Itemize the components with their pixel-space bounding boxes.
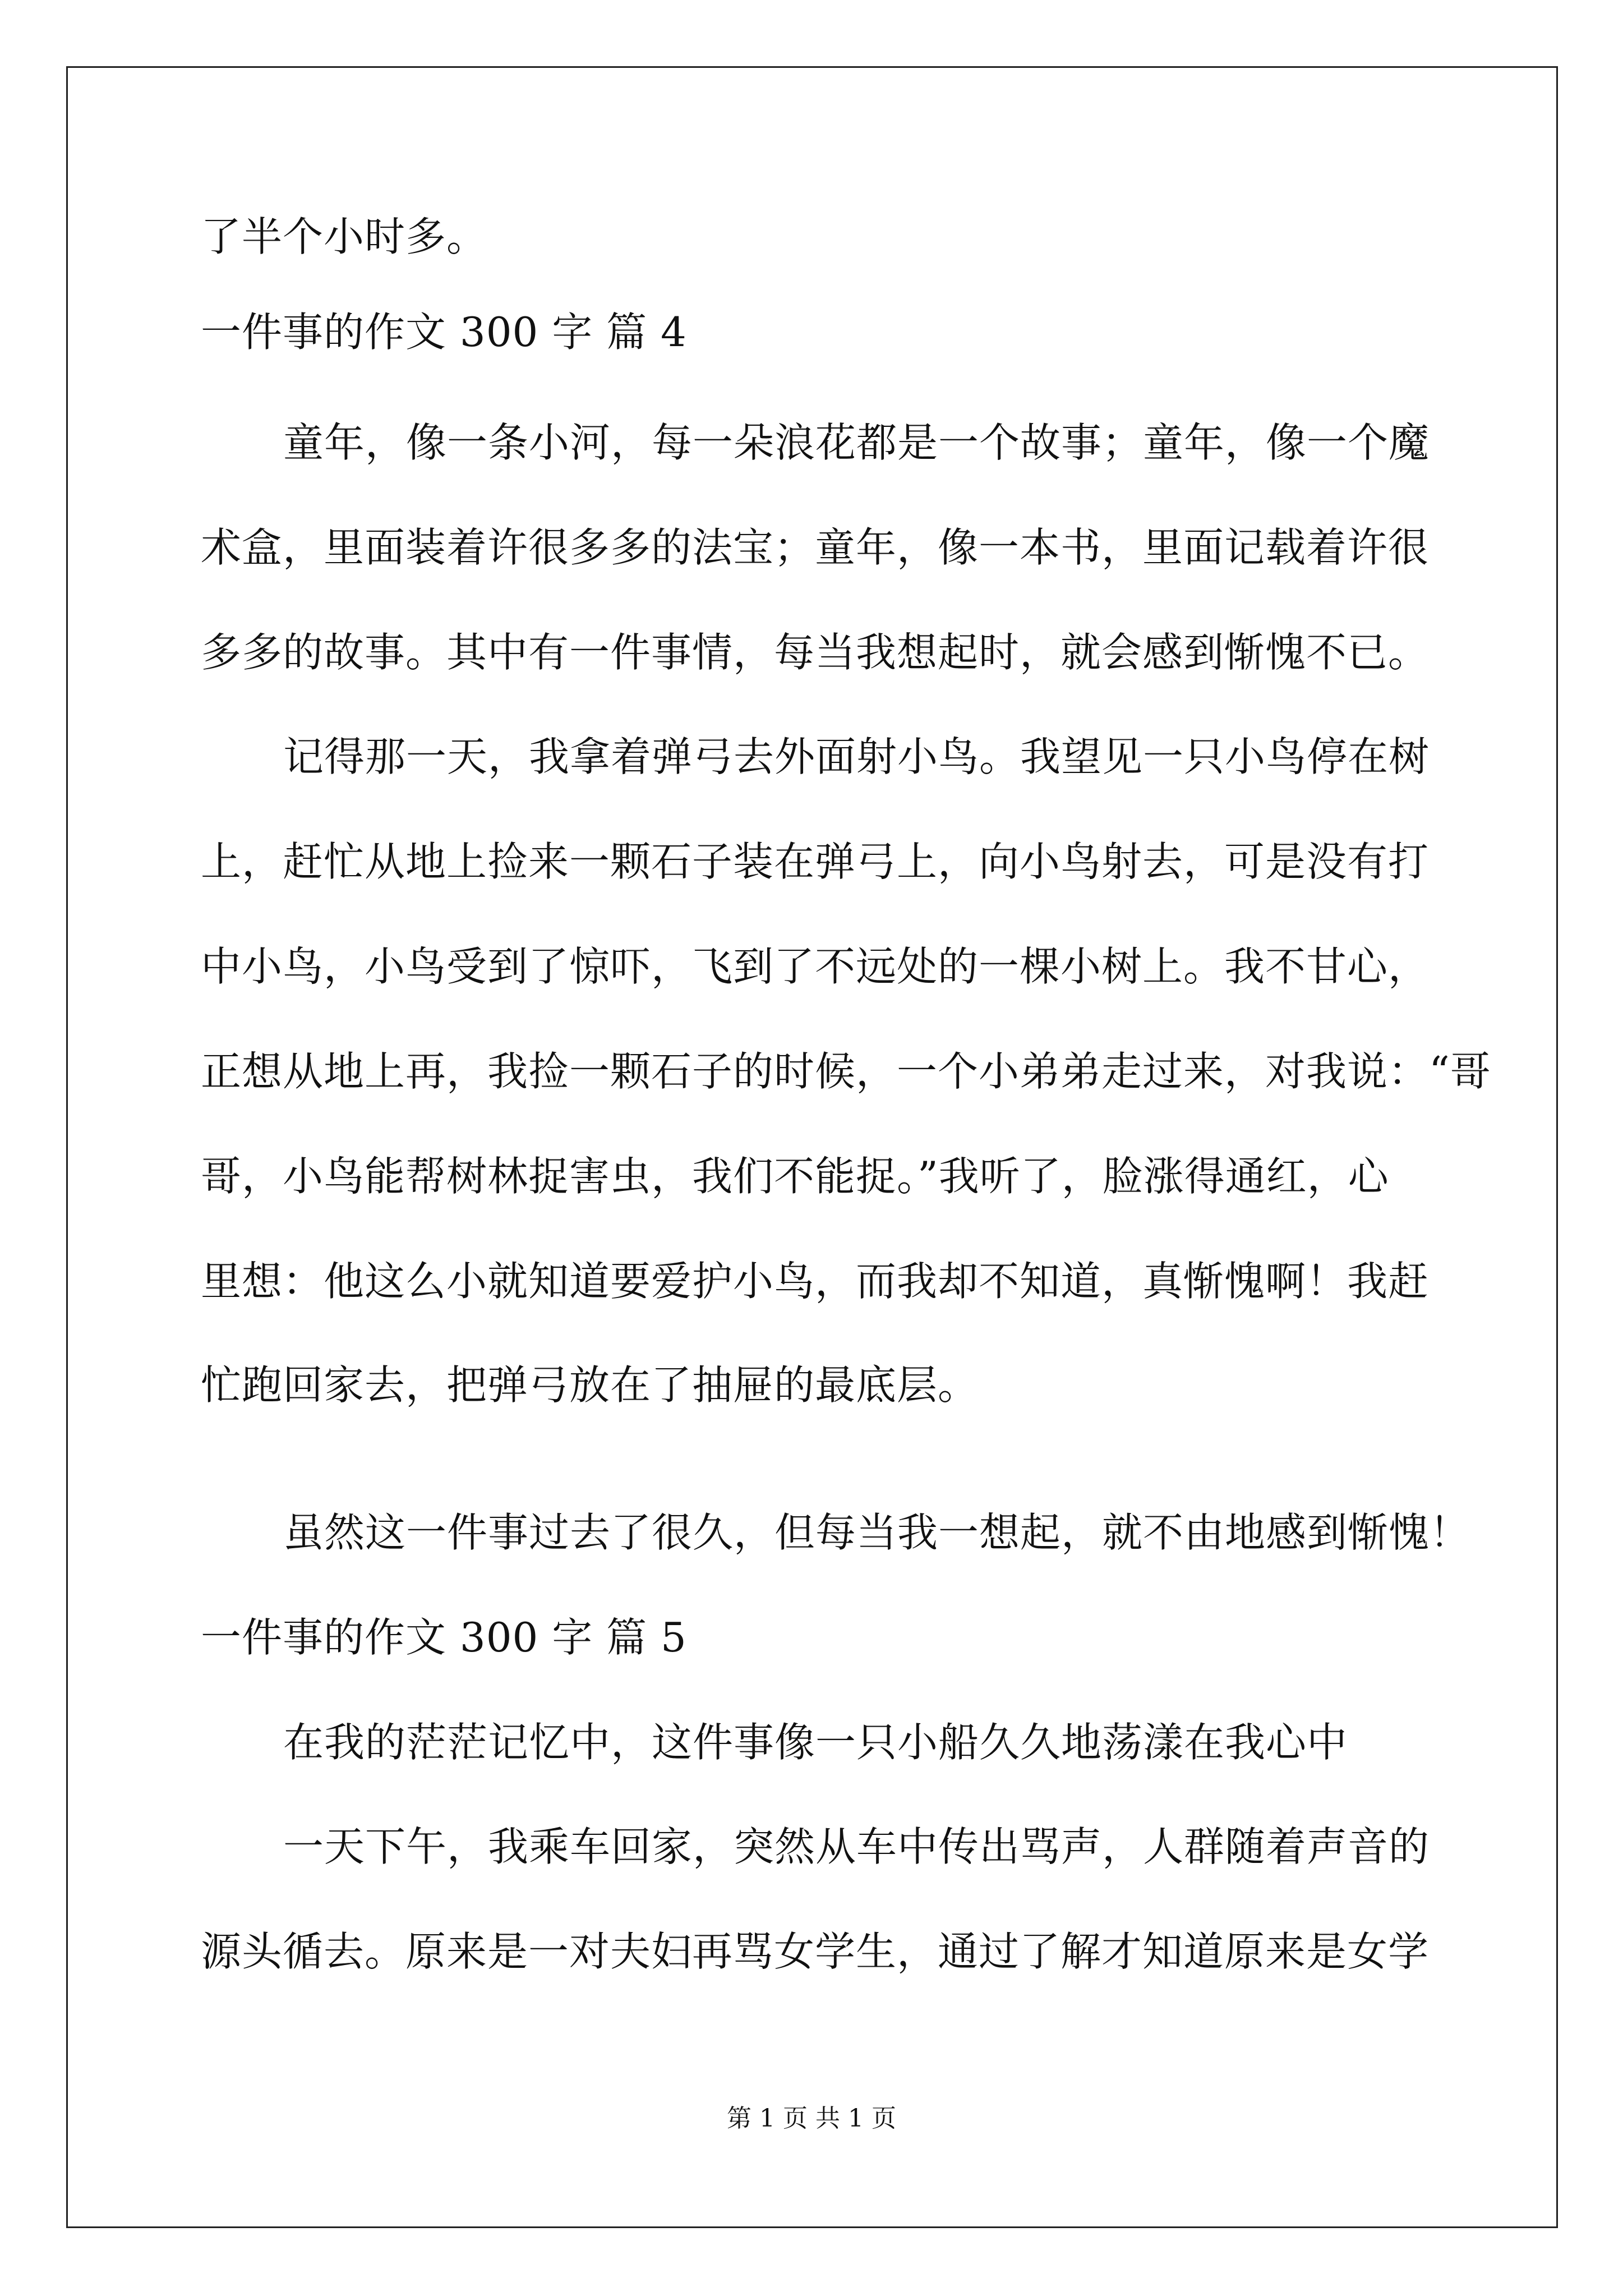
text-line: 虽然这一件事过去了很久，但每当我一想起，就不由地感到惭愧！ — [283, 1509, 1471, 1556]
text-line: 正想从地上再，我捡一颗石子的时候，一个小弟弟走过来，对我说：“哥 — [201, 1048, 1491, 1095]
text-line: 中小鸟，小鸟受到了惊吓，飞到了不远处的一棵小树上。我不甘心， — [201, 943, 1430, 990]
text-line: 了半个小时多。 — [201, 213, 488, 260]
text-line: 源头循去。原来是一对夫妇再骂女学生，通过了解才知道原来是女学 — [201, 1928, 1430, 1975]
page-footer: 第 1 页 共 1 页 — [727, 2104, 896, 2133]
text-line: 在我的茫茫记忆中，这件事像一只小船久久地荡漾在我心中 — [283, 1719, 1348, 1766]
text-line: 忙跑回家去，把弹弓放在了抽屉的最底层。 — [201, 1361, 979, 1409]
text-line: 一天下午，我乘车回家，突然从车中传出骂声，人群随着声音的 — [283, 1823, 1430, 1870]
text-line: 上，赶忙从地上捡来一颗石子装在弹弓上，向小鸟射去，可是没有打 — [201, 838, 1430, 885]
page-border — [66, 66, 1558, 2228]
section-heading: 一件事的作文 300 字 篇 5 — [201, 1614, 687, 1661]
text-line: 多多的故事。其中有一件事情，每当我想起时，就会感到惭愧不已。 — [201, 629, 1430, 676]
section-heading: 一件事的作文 300 字 篇 4 — [201, 309, 687, 356]
text-line: 里想：他这么小就知道要爱护小鸟，而我却不知道，真惭愧啊！我赶 — [201, 1258, 1430, 1305]
text-line: 术盒，里面装着许很多多的法宝；童年，像一本书，里面记载着许很 — [201, 524, 1430, 571]
text-line: 记得那一天，我拿着弹弓去外面射小鸟。我望见一只小鸟停在树 — [283, 733, 1430, 780]
text-line: 童年，像一条小河，每一朵浪花都是一个故事；童年，像一个魔 — [283, 419, 1430, 466]
text-line: 哥，小鸟能帮树林捉害虫，我们不能捉。”我听了，脸涨得通红，心 — [201, 1153, 1389, 1200]
